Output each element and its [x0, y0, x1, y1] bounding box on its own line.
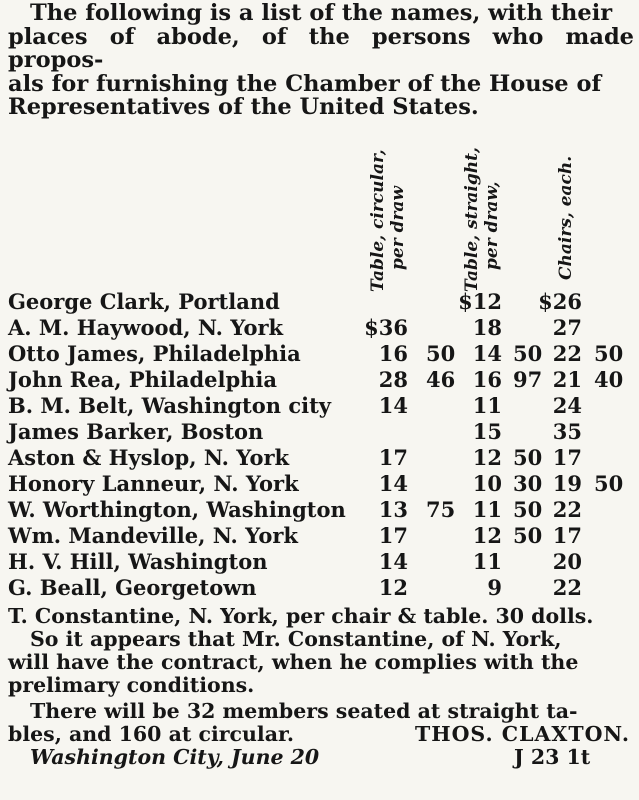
intro-paragraph: [8, 2, 634, 120]
intro-line: Representatives of the United States.: [8, 94, 479, 120]
chairs-dollars: 35: [552, 419, 582, 444]
straight-dollars: 11: [472, 549, 502, 574]
straight-dollars: 11: [472, 497, 502, 522]
table-row: [8, 315, 634, 341]
circular-dollars: 17: [378, 523, 408, 548]
signature: THOS. CLAXTON.: [414, 722, 630, 746]
straight-dollars: 12: [472, 523, 502, 548]
table-row: [8, 471, 634, 497]
circular-dollars: $36: [364, 315, 408, 340]
circular-dollars: 16: [378, 341, 408, 366]
bidder-name: Wm. Mandeville, N. York: [8, 523, 298, 548]
chairs-cents: 50: [594, 471, 624, 496]
conclusion-line: will have the contract, when he complies with the: [8, 650, 579, 674]
bidder-name: B. M. Belt, Washington city: [8, 393, 331, 418]
circular-cents: 46: [426, 367, 456, 392]
circular-dollars: 13: [378, 497, 408, 522]
table-row: [8, 341, 634, 367]
bidder-name: John Rea, Philadelphia: [8, 367, 278, 392]
chairs-dollars: 22: [552, 497, 582, 522]
chairs-dollars: 22: [552, 341, 582, 366]
chairs-dollars: 20: [552, 549, 582, 574]
bidder-name: W. Worthington, Washington: [8, 497, 346, 522]
circular-dollars: 17: [378, 445, 408, 470]
straight-cents: 50: [513, 341, 543, 366]
bidder-name: A. M. Haywood, N. York: [8, 315, 284, 340]
constantine-line: T. Constantine, N. York, per chair & table. 30 dolls.: [8, 604, 594, 628]
place-date: Washington City, June 20: [30, 745, 320, 769]
chairs-dollars: 19: [552, 471, 582, 496]
chairs-dollars: 17: [552, 445, 582, 470]
table-row: [8, 393, 634, 419]
bidder-name: George Clark, Portland: [8, 289, 280, 314]
straight-dollars: 12: [472, 445, 502, 470]
straight-cents: 97: [513, 367, 543, 392]
conclusion-line: So it appears that Mr. Constantine, of N. York,: [30, 627, 562, 651]
straight-dollars: 16: [472, 367, 502, 392]
insertion-code: J 23 1t: [514, 745, 591, 769]
intro-line: places of abode, of the persons who made propos-: [8, 23, 634, 73]
circular-cents: 50: [426, 341, 456, 366]
column-header-table-straight: Table, straight, per draw,: [462, 147, 502, 292]
proposals-table: [8, 289, 634, 601]
bidder-name: Aston & Hyslop, N. York: [8, 445, 290, 470]
circular-dollars: 12: [378, 575, 408, 600]
straight-cents: 30: [513, 471, 543, 496]
chairs-dollars: 22: [552, 575, 582, 600]
straight-dollars: 9: [487, 575, 502, 600]
column-header-table-circular: Table, circular, per draw: [368, 149, 408, 292]
bidder-name: Otto James, Philadelphia: [8, 341, 301, 366]
straight-dollars: $12: [458, 289, 502, 314]
table-row: [8, 445, 634, 471]
chairs-cents: 50: [594, 341, 624, 366]
intro-line: The following is a list of the names, with their: [30, 0, 613, 26]
circular-dollars: 28: [378, 367, 408, 392]
table-row: [8, 575, 634, 601]
table-row: [8, 367, 634, 393]
intro-line: als for furnishing the Chamber of the House of: [8, 70, 602, 97]
chairs-dollars: 17: [552, 523, 582, 548]
bidder-name: Honory Lanneur, N. York: [8, 471, 299, 496]
circular-dollars: 14: [378, 471, 408, 496]
straight-dollars: 15: [472, 419, 502, 444]
chairs-dollars: 21: [552, 367, 582, 392]
table-row: [8, 497, 634, 523]
chairs-dollars: $26: [538, 289, 582, 314]
table-row: [8, 523, 634, 549]
column-header-chairs: Chairs, each.: [556, 155, 576, 280]
chairs-dollars: 27: [552, 315, 582, 340]
circular-cents: 75: [426, 497, 456, 522]
closing-text: [8, 605, 634, 772]
table-row: [8, 419, 634, 445]
bidder-name: James Barker, Boston: [8, 419, 264, 444]
straight-dollars: 11: [472, 393, 502, 418]
straight-dollars: 18: [472, 315, 502, 340]
members-signature-line: [8, 723, 634, 746]
dateline: [8, 746, 634, 772]
straight-dollars: 10: [472, 471, 502, 496]
bidder-name: G. Beall, Georgetown: [8, 575, 257, 600]
members-line: bles, and 160 at circular.: [8, 722, 295, 746]
table-row: [8, 289, 634, 315]
circular-dollars: 14: [378, 393, 408, 418]
straight-cents: 50: [513, 445, 543, 470]
table-row: [8, 549, 634, 575]
members-line: There will be 32 members seated at straight ta-: [30, 699, 578, 723]
conclusion-line: prelimary conditions.: [8, 673, 255, 697]
straight-dollars: 14: [472, 341, 502, 366]
chairs-cents: 40: [594, 367, 624, 392]
bidder-name: H. V. Hill, Washington: [8, 549, 268, 574]
chairs-dollars: 24: [552, 393, 582, 418]
circular-dollars: 14: [378, 549, 408, 574]
straight-cents: 50: [513, 497, 543, 522]
straight-cents: 50: [513, 523, 543, 548]
